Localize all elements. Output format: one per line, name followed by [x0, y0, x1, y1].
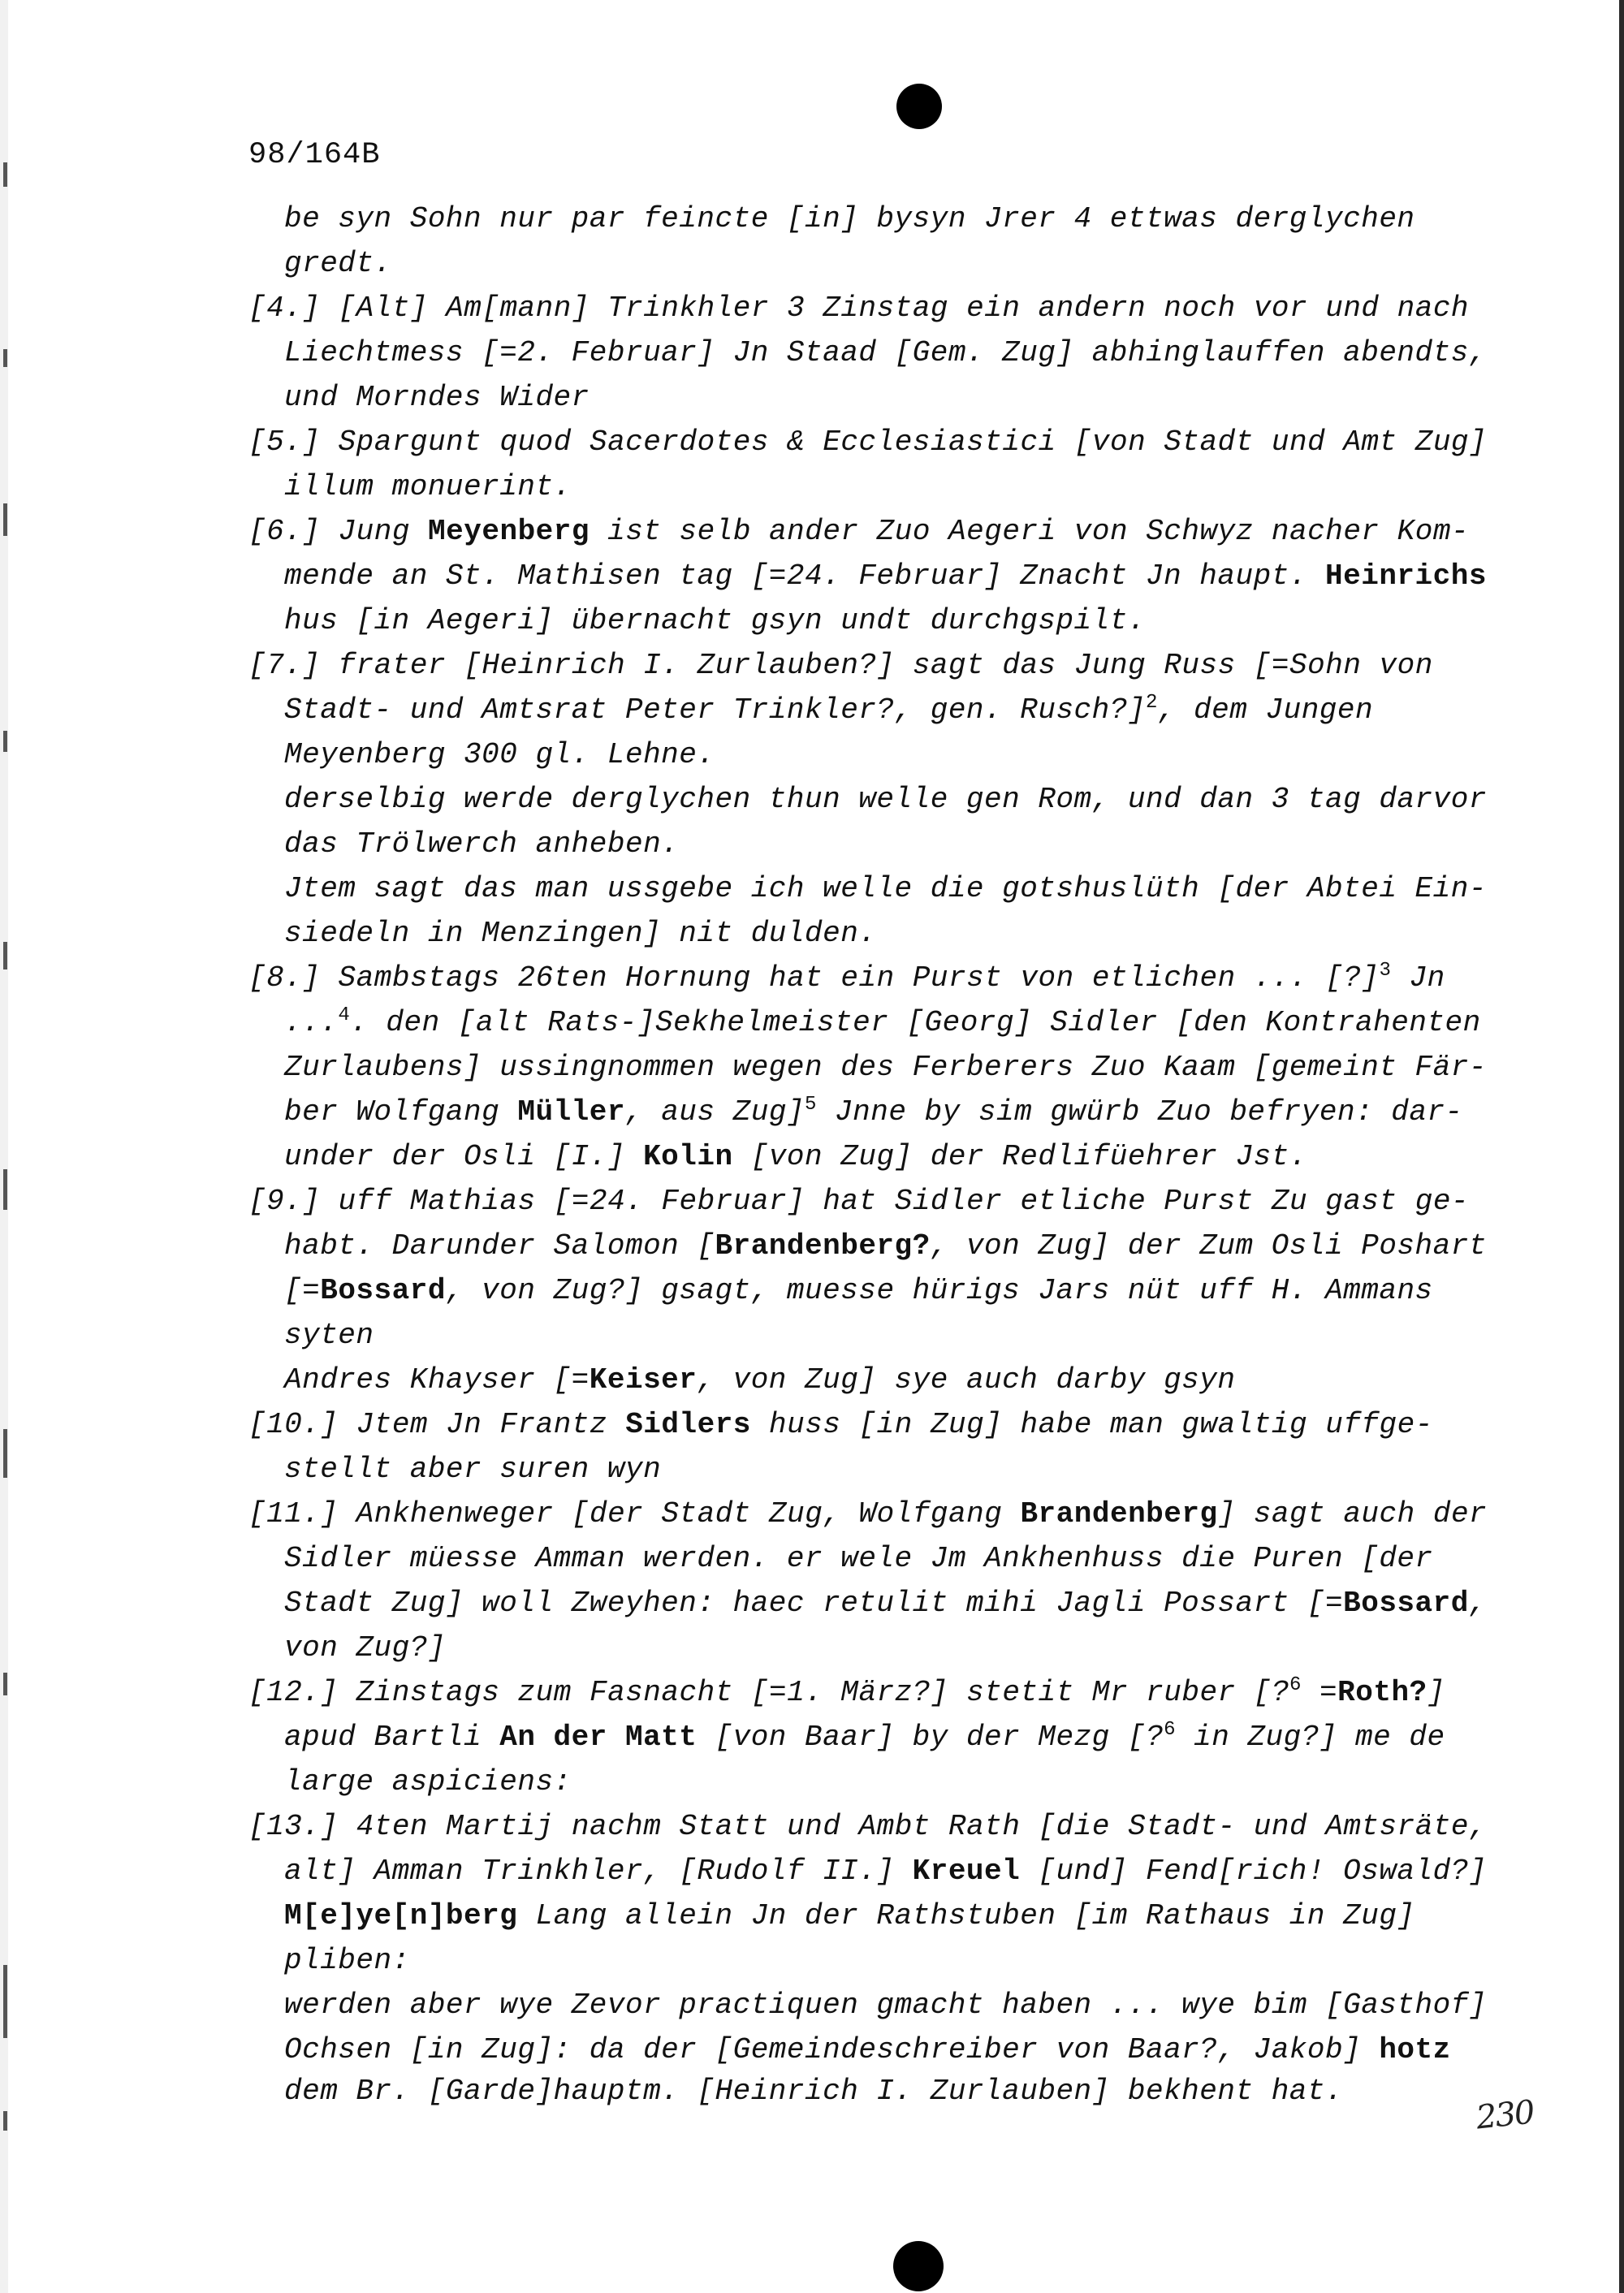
text-segment: habt. Darunder Salomon [: [284, 1229, 715, 1263]
text-line: [248, 1626, 1499, 1670]
text-line: [248, 1000, 1499, 1045]
text-line: [248, 1090, 1499, 1134]
bold-name: Bossard: [320, 1274, 446, 1307]
entry: [248, 1402, 1499, 1492]
footnote-ref: 5: [805, 1094, 817, 1116]
text-line: [248, 1179, 1499, 1224]
bold-name: Roth?: [1337, 1676, 1427, 1709]
text-segment: [12.] Zinstags zum Fasnacht [=1. März?] stetit Mr ruber [?: [248, 1676, 1290, 1709]
text-line: [248, 1804, 1499, 1849]
page-number: 230: [1474, 2093, 1535, 2137]
entry: [248, 1670, 1499, 1804]
text-segment: Stadt Zug] woll Zweyhen: haec retulit mihi Jagli Possart [=: [284, 1587, 1344, 1620]
text-segment: syten: [284, 1319, 374, 1352]
scan-speck: [3, 2111, 7, 2131]
bold-name: Heinrichs: [1325, 559, 1487, 593]
text-segment: Andres Khayser [=: [284, 1363, 590, 1397]
scan-speck: [3, 1429, 7, 1478]
bold-name: Bossard: [1343, 1587, 1469, 1620]
text-segment: [4.] [Alt] Am[mann] Trinkhler 3 Zinstag ein andern noch vor und nach: [248, 291, 1470, 325]
bold-name: Müller: [517, 1095, 625, 1129]
text-segment: hus [in Aegeri] übernacht gsyn undt durchgspilt.: [284, 604, 1146, 637]
text-segment: [von Baar] by der Mezg [?: [697, 1721, 1164, 1754]
text-line: [248, 420, 1499, 464]
scan-speck: [3, 942, 7, 969]
text-line: [248, 464, 1499, 509]
text-line: [248, 1045, 1499, 1090]
text-segment: Liechtmess [=2. Februar] Jn Staad [Gem. Zug] abhinglauffen abendts,: [284, 336, 1487, 369]
text-segment: siedeln in Menzingen] nit dulden.: [284, 917, 877, 950]
text-segment: [5.] Spargunt quod Sacerdotes & Ecclesiastici [von Stadt und Amt Zug]: [248, 425, 1488, 459]
bold-name: Kolin: [643, 1140, 733, 1173]
text-segment: stellt aber suren wyn: [284, 1453, 662, 1486]
text-line: [248, 2072, 1499, 2111]
text-segment: werden aber wye Zevor practiquen gmacht haben ... wye bim [Gasthof]: [284, 1989, 1487, 2022]
text-segment: , aus Zug]: [624, 1095, 806, 1129]
text-line: [248, 1447, 1499, 1492]
text-segment: Ochsen [in Zug]: da der [Gemeindeschreiber von Baar?, Jakob]: [284, 2033, 1380, 2066]
text-segment: [und] Fend[rich! Oswald?]: [1020, 1855, 1487, 1888]
text-line: [248, 732, 1499, 777]
text-line: [248, 1983, 1499, 2027]
text-line: [248, 911, 1499, 956]
text-line: [248, 1134, 1499, 1179]
text-segment: mende an St. Mathisen tag [=24. Februar] Znacht Jn haupt.: [284, 559, 1326, 593]
text-line: [248, 196, 1499, 241]
text-segment: Jn: [1391, 961, 1445, 995]
scan-speck: [3, 1673, 7, 1695]
text-segment: , von Zug] der Zum Osli Poshart: [930, 1229, 1487, 1263]
punch-hole-top: [896, 84, 942, 129]
text-segment: Stadt- und Amtsrat Peter Trinkler?, gen. Rusch?]: [284, 693, 1146, 727]
text-segment: und Morndes Wider: [284, 381, 590, 414]
text-line: [248, 1313, 1499, 1358]
text-line: [248, 688, 1499, 732]
bold-name: Brandenberg: [1020, 1497, 1218, 1531]
text-segment: dem Br. [Garde]hauptm. [Heinrich I. Zurlauben] bekhent hat.: [284, 2075, 1344, 2108]
text-segment: Meyenberg 300 gl. Lehne.: [284, 738, 715, 771]
text-segment: ] sagt auch der: [1217, 1497, 1488, 1531]
text-segment: be syn Sohn nur par feincte [in] bysyn Jrer 4 ettwas derglychen: [284, 202, 1415, 235]
text-segment: [=: [284, 1274, 321, 1307]
text-line: [248, 1760, 1499, 1804]
scan-speck: [3, 503, 7, 536]
text-segment: [9.] uff Mathias [=24. Februar] hat Sidler etliche Purst Zu gast ge-: [248, 1185, 1470, 1218]
text-segment: [10.] Jtem Jn Frantz: [248, 1408, 626, 1441]
text-segment: huss [in Zug] habe man gwaltig uffge-: [750, 1408, 1433, 1441]
text-line: [248, 2027, 1499, 2072]
punch-hole-bottom: [893, 2241, 944, 2291]
text-line: [248, 554, 1499, 598]
text-segment: das Trölwerch anheben.: [284, 827, 680, 861]
bold-name: Kreuel: [912, 1855, 1021, 1888]
text-segment: [7.] frater [Heinrich I. Zurlauben?] sagt das Jung Russ [=Sohn von: [248, 649, 1433, 682]
bold-name: Sidlers: [625, 1408, 751, 1441]
text-segment: illum monuerint.: [284, 470, 572, 503]
scan-right-edge: [1619, 0, 1624, 2293]
text-line: [248, 375, 1499, 420]
text-segment: Lang allein Jn der Rathstuben [im Rathaus in Zug]: [517, 1899, 1415, 1932]
text-segment: [von Zug] der Redlifüehrer Jst.: [732, 1140, 1307, 1173]
text-line: [248, 1894, 1499, 1938]
text-line: [248, 1938, 1499, 1983]
text-line: [248, 777, 1499, 822]
text-segment: in Zug?] me de: [1176, 1721, 1445, 1754]
text-segment: ]: [1427, 1676, 1445, 1709]
text-segment: , dem Jungen: [1157, 693, 1374, 727]
text-segment: Jnne by sim gwürb Zuo befryen: dar-: [816, 1095, 1463, 1129]
entry: [248, 1492, 1499, 1670]
text-line: [248, 1402, 1499, 1447]
text-line: [248, 286, 1499, 330]
entry: [248, 420, 1499, 509]
footnote-ref: 2: [1145, 692, 1158, 714]
text-segment: ist selb ander Zuo Aegeri von Schwyz nacher Kom-: [589, 515, 1470, 548]
text-line: [248, 1581, 1499, 1626]
entry: [248, 643, 1499, 956]
entry: [248, 1804, 1499, 2111]
scan-left-edge: [0, 0, 8, 2293]
text-segment: gredt.: [284, 247, 392, 280]
transcription-body: [248, 196, 1499, 2111]
text-segment: , von Zug?] gsagt, muesse hürigs Jars nüt uff H. Ammans: [445, 1274, 1433, 1307]
text-segment: , von Zug] sye auch darby gsyn: [697, 1363, 1236, 1397]
text-line: [248, 643, 1499, 688]
footnote-ref: 3: [1379, 960, 1392, 982]
text-segment: apud Bartli: [284, 1721, 500, 1754]
footnote-ref: 6: [1289, 1674, 1302, 1696]
document-reference: 98/164B: [248, 138, 381, 172]
scan-speck: [3, 162, 7, 187]
entry: [248, 286, 1499, 420]
text-segment: [6.] Jung: [248, 515, 429, 548]
text-line: [248, 509, 1499, 554]
text-line: [248, 866, 1499, 911]
text-line: [248, 1268, 1499, 1313]
scan-speck: [3, 1169, 7, 1210]
text-segment: alt] Amman Trinkhler, [Rudolf II.]: [284, 1855, 913, 1888]
entry: [248, 956, 1499, 1179]
scan-speck: [3, 349, 7, 367]
scan-speck: [3, 1965, 7, 2038]
text-line: [248, 822, 1499, 866]
text-line: [248, 598, 1499, 643]
text-segment: ...: [284, 1006, 339, 1039]
text-line: [248, 1536, 1499, 1581]
bold-name: Brandenberg?: [715, 1229, 931, 1263]
text-segment: pliben:: [284, 1944, 410, 1977]
text-line: [248, 1224, 1499, 1268]
bold-name: Keiser: [589, 1363, 698, 1397]
text-line: [248, 956, 1499, 1000]
entry: [248, 1179, 1499, 1402]
text-segment: =: [1301, 1676, 1338, 1709]
text-line: [248, 1492, 1499, 1536]
text-line: [248, 1849, 1499, 1894]
text-segment: large aspiciens:: [284, 1765, 572, 1799]
entry: [248, 509, 1499, 643]
bold-name: An der Matt: [499, 1721, 698, 1754]
text-segment: [11.] Ankhenweger [der Stadt Zug, Wolfgang: [248, 1497, 1021, 1531]
text-segment: . den [alt Rats-]Sekhelmeister [Georg] Sidler [den Kontrahenten: [350, 1006, 1481, 1039]
entry: [248, 196, 1499, 286]
scan-speck: [3, 731, 7, 752]
bold-name: Meyenberg: [428, 515, 590, 548]
text-segment: ber Wolfgang: [284, 1095, 518, 1129]
text-line: [248, 1715, 1499, 1760]
bold-name: M[e]ye[n]berg: [284, 1899, 518, 1932]
text-line: [248, 330, 1499, 375]
text-line: [248, 1670, 1499, 1715]
text-segment: Zurlaubens] ussingnommen wegen des Ferberers Zuo Kaam [gemeint Fär-: [284, 1051, 1487, 1084]
text-segment: [13.] 4ten Martij nachm Statt und Ambt Rath [die Stadt- und Amtsräte,: [248, 1810, 1488, 1843]
bold-name: hotz: [1379, 2033, 1451, 2066]
text-segment: [8.] Sambstags 26ten Hornung hat ein Purst von etlichen ... [?]: [248, 961, 1380, 995]
text-segment: under der Osli [I.]: [284, 1140, 644, 1173]
text-segment: ,: [1468, 1587, 1487, 1620]
text-line: [248, 241, 1499, 286]
text-segment: Sidler müesse Amman werden. er wele Jm Ankhenhuss die Puren [der: [284, 1542, 1433, 1575]
text-segment: derselbig werde derglychen thun welle gen Rom, und dan 3 tag darvor: [284, 783, 1487, 816]
text-segment: von Zug?]: [284, 1631, 446, 1665]
footnote-ref: 4: [338, 1004, 351, 1026]
text-segment: Jtem sagt das man ussgebe ich welle die gotshuslüth [der Abtei Ein-: [284, 872, 1487, 905]
text-line: [248, 1358, 1499, 1402]
footnote-ref: 6: [1164, 1719, 1176, 1741]
